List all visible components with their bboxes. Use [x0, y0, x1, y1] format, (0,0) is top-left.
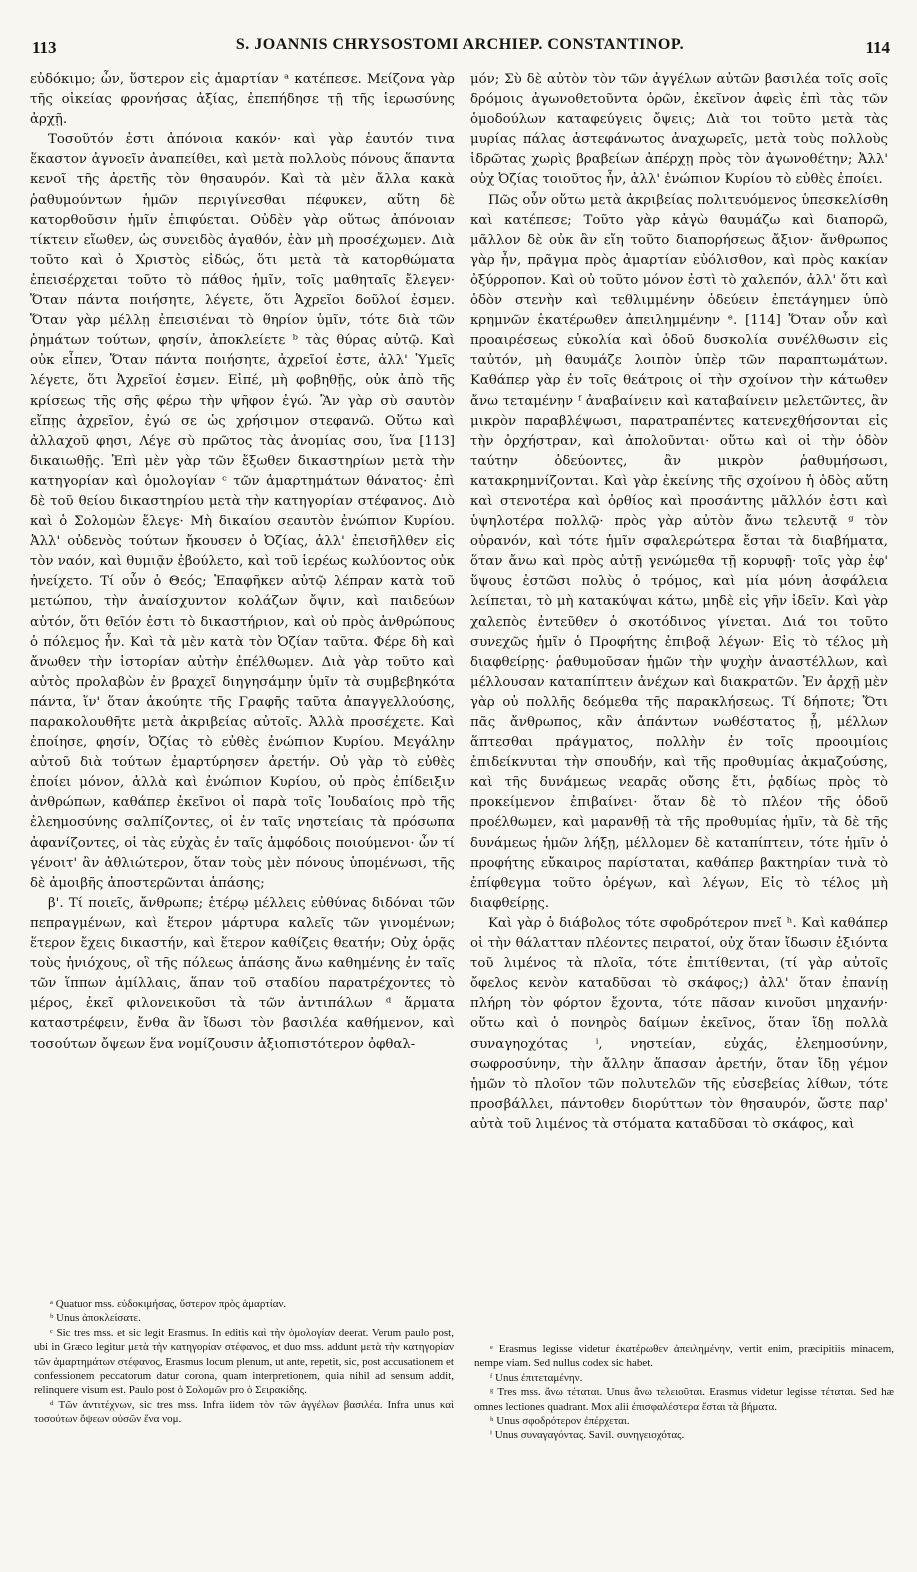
footnote: ᶠ Unus ἐπιτεταμένην.	[490, 1371, 583, 1384]
footnote: ᵈ Τῶν ἀντιτέχνων, sic tres mss. Infra iidem τὸν τῶν ἀγγέλων βασιλέα. Infra unus καὶ τοσούτων ὄψεων οὐσῶν ἕνα νομ.	[34, 1398, 454, 1426]
paragraph: Τοσοῦτόν ἐστι ἀπόνοια κακόν· καὶ γὰρ ἑαυτόν τινα ἕκαστον ἀγνοεῖν ἀναπείθει, καὶ μετὰ πολλοὺς πόνους ἅπαντα κενοῖ τῆς ἀρετῆς τὸν θησαυρόν. Καὶ τὰ μὲν ἄλλα κακὰ ῥαθυμούντων ἡμῶν περιγίνεσθαι πέφυκεν, αὕτη δὲ κατορθοῦσιν ἡμῖν ἐπιφύεται. Οὐδὲν γὰρ οὕτως ἀπόνοιαν τίκτειν εἴωθεν, ὡς συνειδὸς ἀγαθόν, ἐὰν μὴ προσέχωμεν. Διὰ τοῦτο καὶ ὁ Χριστὸς εἰδώς, ὅτι μετὰ τὰ κατορθώματα ἐπεισέρχεται τοῦτο τὸ πάθος ἡμῖν, τοῖς μαθηταῖς ἔλεγεν· Ὅταν πάντα ποιήσητε, λέγετε, ὅτι Ἀχρεῖοι δοῦλοί ἐσμεν. Ὅταν γὰρ μέλλῃ ἐπεισιέναι τὸ θηρίον ὑμῖν, τότε διὰ τῶν ῥημάτων τούτων, φησίν, ἀποκλείετε ᵇ τὰς θύρας αὐτῷ. Καὶ οὐκ εἶπεν, Ὅταν πάντα ποιήσητε, ἀχρεῖοί ἐστε, ἀλλ' Ὑμεῖς λέγετε, ὅτι Ἀχρεῖοί ἐσμεν. Εἰπέ, μὴ φοβηθῇς, οὐκ ἀπὸ τῆς κρίσεως τῆς σῆς φέρω τὴν ψῆφον ἐγώ. Ἂν γὰρ σὺ σαυτὸν εἴπῃς ἀχρεῖον, ἐγώ σε ὡς χρήσιμον στεφανῶ. Οὕτω καὶ ἀλλαχοῦ φησι, Λέγε σὺ πρῶτος τὰς ἀνομίας σου, ἵνα [113] δικαιωθῇς. Ἐπὶ μὲν γὰρ τῶν ἔξωθεν δικαστηρίων μετὰ τὴν κατηγορίαν καὶ ὁμολογίαν ᶜ τῶν ἁμαρτημάτων θάνατος· ἐπὶ δὲ τοῦ θείου δικαστηρίου μετὰ τὴν κατηγορίαν στέφανος. Διὸ καὶ ὁ Σολομὼν ἔλεγε· Μὴ δικαίου σεαυτὸν ἐνώπιον Κυρίου. Ἀλλ' οὐδενὸς τούτων ἤκουσεν ὁ Ὀζίας, ἀλλ' ἐπεισῆλθεν εἰς τὸν ναόν, καὶ θυμιᾷν ἐβούλετο, καὶ τοῦ ἱερέως κωλύοντος οὐκ ἠνείχετο. Τί οὖν ὁ Θεός; Ἐπαφῆκεν αὐτῷ λέπραν κατὰ τοῦ μετώπου, τὴν ἀναίσχυντον κολάζων ὄψιν, καὶ παιδεύων αὐτόν, ὅτι θεῖόν ἐστι τὸ δικαστήριον, καὶ οὐ πρὸς ἀνθρώπους ὁ πόλεμος ἦν. Καὶ τὰ μὲν κατὰ τὸν Ὀζίαν ταῦτα. Φέρε δὴ καὶ ἄνωθεν τὴν ἱστορίαν αὐτὴν ἐπέλθωμεν. Διὰ γὰρ τοῦτο καὶ αὐτὸς προλαβὼν ἐν βραχεῖ διηγησάμην ὑμῖν τὰ συμβεβηκότα πάντα, ἵν' ὅταν ἀκούητε τῆς Γραφῆς ταῦτα ἀπαγγελλούσης, παρακολουθῆτε μετὰ ἀκριβείας αὐτοῖς. Ἀλλὰ προσέχετε. Καὶ ἐποίησε, φησίν, Ὀζίας τὸ εὐθὲς ἐνώπιον Κυρίου. Μεγάλην αὐτοῦ διὰ τούτων ἐμαρτύρησεν ἀρετήν. Οὐ γὰρ τὸ εὐθὲς ἐποίει μόνον, ἀλλὰ καὶ ἐνώπιον Κυρίου, οὐ πρὸς ἐπίδειξιν ἀνθρώπων, καθάπερ ἐκεῖνοι οἱ παρὰ τοῖς Ἰουδαίοις πρὸ τῆς ἐλεημοσύνης σαλπίζοντες, οἱ ἐν ταῖς νηστείαις τὰ πρόσωπα ἀφανίζοντες, οἱ τὰς εὐχὰς ἐν ταῖς ἀμφόδοις ποιούμενοι· ὧν τί γένοιτ' ἂν ἀθλιώτερον, ὅταν τοὺς μὲν πόνους ὑπομένωσι, τῆς δὲ ἀμοιβῆς ἀποστερῶνται ἁπάσης;	[30, 132, 455, 891]
paragraph: Καὶ γὰρ ὁ διάβολος τότε σφοδρότερον πνεῖ ʰ. Καὶ καθάπερ οἱ τὴν θάλατταν πλέοντες πειρατοί, οὐχ ὅταν ἴδωσιν ἐξιόντα τοῦ λιμένος τὰ πλοῖα, τότε ἐπιτίθενται, (τί γὰρ αὐτοῖς ὄφελος κενὸν καταδῦσαι τὸ σκάφος;) ἀλλ' ὅταν ἐπανίῃ πλήρη τὸν φόρτον ἔχοντα, τότε πᾶσαν κινοῦσι μηχανήν· οὕτω καὶ ὁ πονηρὸς δαίμων ἐκεῖνος, ὅταν ἴδῃ πολλὰ συναγηοχότας ⁱ, νηστείαν, εὐχάς, ἐλεημοσύνην, σωφροσύνην, τὴν ἄλλην ἅπασαν ἀρετήν, ὅταν ἴδῃ γέμον ἡμῶν τὸ πλοῖον τῶν πολυτελῶν τῆς εὐσεβείας λίθων, τότε προσβάλλει, πάντοθεν διορύττων τὸν θησαυρόν, ὥστε παρ' αὐτὰ τοῦ λιμένος τὰ στόματα καταδῦσαι τὸ σκάφος, καὶ	[470, 915, 888, 1132]
page-number-left: 113	[32, 38, 57, 57]
footnote: ᵃ Quatuor mss. εὐδοκιμήσας, ὕστερον πρὸς ἁμαρτίαν.	[50, 1298, 287, 1310]
footnotes-left	[34, 1297, 454, 1527]
page-number-right: 114	[865, 38, 890, 57]
right-column	[470, 70, 888, 1270]
page-header	[30, 36, 890, 60]
footnote: ᵉ Erasmus legisse videtur ἑκατέρωθεν ἀπειλημένην, vertit enim, præcipitiis minacem, nempe viam. Sed nullus codex sic habet.	[474, 1343, 894, 1370]
left-column	[30, 70, 455, 1270]
paragraph: εὐδόκιμο; ὧν, ὕστερον εἰς ἁμαρτίαν ᵃ κατέπεσε. Μείζονα γὰρ τῆς οἰκείας φρονήσας ἀξίας, ἐπεπήδησε τῇ τῆς ἱερωσύνης ἀρχῇ.	[30, 72, 455, 128]
footnote: ᵍ Tres mss. ἄνω τέταται. Unus ἄνω τελειοῦται. Erasmus videtur legisse τέταται. Sed hæ omnes lectiones quadrant. Mox alii ἐπισφαλέστερα ἔσται τὰ βήματα.	[474, 1386, 894, 1413]
footnote: ᶜ Sic tres mss. et sic legit Erasmus. In editis καὶ τὴν ὁμολογίαν deerat. Verum paulo post, ubi in Græco legitur μετὰ τὴν κατηγορίαν στέφανος, et duo mss. addunt μετὰ τὴν κατηγορίαν τῶν ἁμαρτημάτων στέφανος, Erasmus locum plenum, ut ante, repetit, sic, post accusationem et confessionem peccatorum datur corona, quam interpretionem, quia nihil ad sensum addit, relinquere visum est. Paulo post ὁ Σολομῶν pro ὁ Σειρακίδης.	[34, 1326, 454, 1397]
footnotes-right	[474, 1342, 894, 1572]
paragraph: μόν; Σὺ δὲ αὐτὸν τὸν τῶν ἀγγέλων αὐτῶν βασιλέα τοῖς σοῖς δρόμοις ἀγωνοθετοῦντα ὁρῶν, ἐκεῖνον ἀφεὶς ἐπὶ τὰς τῶν ὁμοδούλων καταφεύγεις ὄψεις; Διὰ τοι τοῦτο μετὰ τὰς μυρίας πάλας ἀστεφάνωτος ἀναχωρεῖς, μετὰ τοὺς πολλοὺς ἱδρῶτας χωρὶς βραβείων ἀπέρχῃ πρὸς τὸν ἀγωνοθέτην; Ἀλλ' οὐχ Ὀζίας τοιοῦτος ἦν, ἀλλ' ἐνώπιον Κυρίου τὸ εὐθὲς ἐποίει.	[470, 72, 888, 188]
paragraph: Πῶς οὖν οὕτω μετὰ ἀκριβείας πολιτευόμενος ὑπεσκελίσθη καὶ κατέπεσε; Τοῦτο γὰρ κἀγὼ θαυμάζω καὶ διαπορῶ, μᾶλλον δὲ οὐκ ἂν εἴη τοῦτο διαπορήσεως ἄξιον· ἄνθρωπος γὰρ ἦν, πρᾶγμα πρὸς ἁμαρτίαν εὐόλισθον, καὶ πρὸς κακίαν ὀξύρροπον. Καὶ οὐ τοῦτο μόνον ἐστὶ τὸ χαλεπόν, ἀλλ' ὅτι καὶ ὁδὸν στενὴν καὶ τεθλιμμένην ὁδεύειν ἐπετάγημεν ὑπὸ κρημνῶν ἑκατέρωθεν ἀπειλημμένην ᵉ. [114] Ὅταν οὖν καὶ προαιρέσεως εὐκολία καὶ ὁδοῦ δυσκολία συνέλθωσιν εἰς ταὐτόν, μὴ θαυμάζε λοιπὸν ὑπὲρ τῶν παραπτωμάτων. Καθάπερ γὰρ ἐν τοῖς θεάτροις οἱ τὴν σχοίνον τὴν κάτωθεν ἄνω τεταμένην ᶠ ἀναβαίνειν καὶ καταβαίνειν μελετῶντες, ἂν μικρὸν παραβλέψωσι, παρατραπέντες κατενεχθήσονται εἰς τὴν ὀρχήστραν, καὶ ἀπολοῦνται· οὕτω καὶ οἱ τὴν ὁδὸν ταύτην ὁδεύοντες, ἂν μικρὸν ῥαθυμήσωσι, κατακρημνίζονται. Καὶ γὰρ ἐκείνης τῆς σχοίνου ἡ ὁδὸς αὕτη καὶ στενοτέρα καὶ ὀρθίος καὶ προσάντης μᾶλλόν ἐστι καὶ ὑψηλοτέρα πολλῷ· πρὸς γὰρ αὐτὸν ἄνω τελευτᾷ ᵍ τὸν οὐρανόν, καὶ τότε ἡμῖν σφαλερώτερα ἔσται τὰ διαβήματα, ὅταν ἄνω καὶ πρὸς αὐτῇ γενώμεθα τῇ κορυφῇ· τοῖς γὰρ ἐφ' ὕψους ἑστῶσι πολὺς ὁ τρόμος, καὶ μία μόνη ἀσφάλεια λείπεται, τὸ μὴ κατακύψαι κάτω, μηδὲ εἰς γῆν ἰδεῖν. Καὶ γὰρ χαλεπὸς ἐντεῦθεν ὁ σκοτόδινος γίνεται. Διά τοι τοῦτο συνεχῶς ἡμῖν ὁ Προφήτης ἐπιβοᾷ λέγων· Εἰς τὸ τέλος μὴ διαφθείρῃς· ῥαθυμοῦσαν ἡμῶν τὴν ψυχὴν ἀναστέλλων, καὶ μέλλουσαν καταπίπτειν ἀνέχων καὶ διακρατῶν. Ἐν ἀρχῇ μὲν γὰρ οὐ πολλῆς δεόμεθα τῆς παρακλήσεως. Τί δήποτε; Ὅτι πᾶς ἄνθρωπος, κἂν ἁπάντων νωθέστατος ᾖ, μέλλων ἅπτεσθαι πράγματος, πολλὴν ἐν τοῖς προοιμίοις ἐπιδείκνυται τὴν σπουδήν, καὶ τῆς προθυμίας ἀκμαζούσης, καὶ τῆς δυνάμεως νεαρᾶς οὔσης ἔτι, ῥᾳδίως πρὸς τὸ προκείμενον ἐπιβαίνει· ὅταν δὲ τὸ πλέον τῆς ὁδοῦ προέλθωμεν, καὶ μαρανθῇ τὰ τῆς προθυμίας ἡμῖν, τὰ δὲ τῆς δυνάμεως ἡμῶν λήξῃ, μέλλομεν δὲ καταπίπτειν, τότε ἡμῖν ὁ προφήτης εὔκαιρος παρίσταται, καθάπερ βακτηρίαν τινὰ τὸ ἐπίφθεγμα τοῦτο ὀρέγων, καὶ λέγων, Εἰς τὸ τέλος μὴ διαφθείρῃς.	[470, 192, 888, 911]
footnote: ⁱ Unus συναγαγόντας. Savil. συνηγειοχότας.	[490, 1429, 685, 1442]
footnote: ᵇ Unus ἀποκλείσατε.	[50, 1312, 141, 1325]
running-title: S. JOANNIS CHRYSOSTOMI ARCHIEP. CONSTANTINOP.	[235, 36, 685, 53]
footnote: ʰ Unus σφοδρότερον ἐπέρχεται.	[490, 1415, 630, 1428]
paragraph: β'. Τί ποιεῖς, ἄνθρωπε; ἑτέρῳ μέλλεις εὐθύνας διδόναι τῶν πεπραγμένων, καὶ ἕτερον μάρτυρα καλεῖς τῶν γινομένων; ἕτερον ἔχεις δικαστήν, καὶ ἕτερον καθίζεις θεατήν; Οὐχ ὁρᾷς τοὺς ἡνιόχους, οἳ τῆς πόλεως ἁπάσης ἄνω καθημένης ἐν ταῖς τῶν ἵππων ἁμίλλαις, ἅπαν τοῦ σταδίου παρατρέχοντες τὸ μέρος, ἐκεῖ φιλονεικοῦσι τὰ τῶν ἀντιπάλων ᵈ ἅρματα καταστρέφειν, ἔνθα ἂν ἴδωσι τὸν βασιλέα καθήμενον, καὶ τοσούτων ὄψεων ἕνα νομίζουσιν ἀξιοπιστότερον ὀφθαλ-	[30, 895, 455, 1052]
